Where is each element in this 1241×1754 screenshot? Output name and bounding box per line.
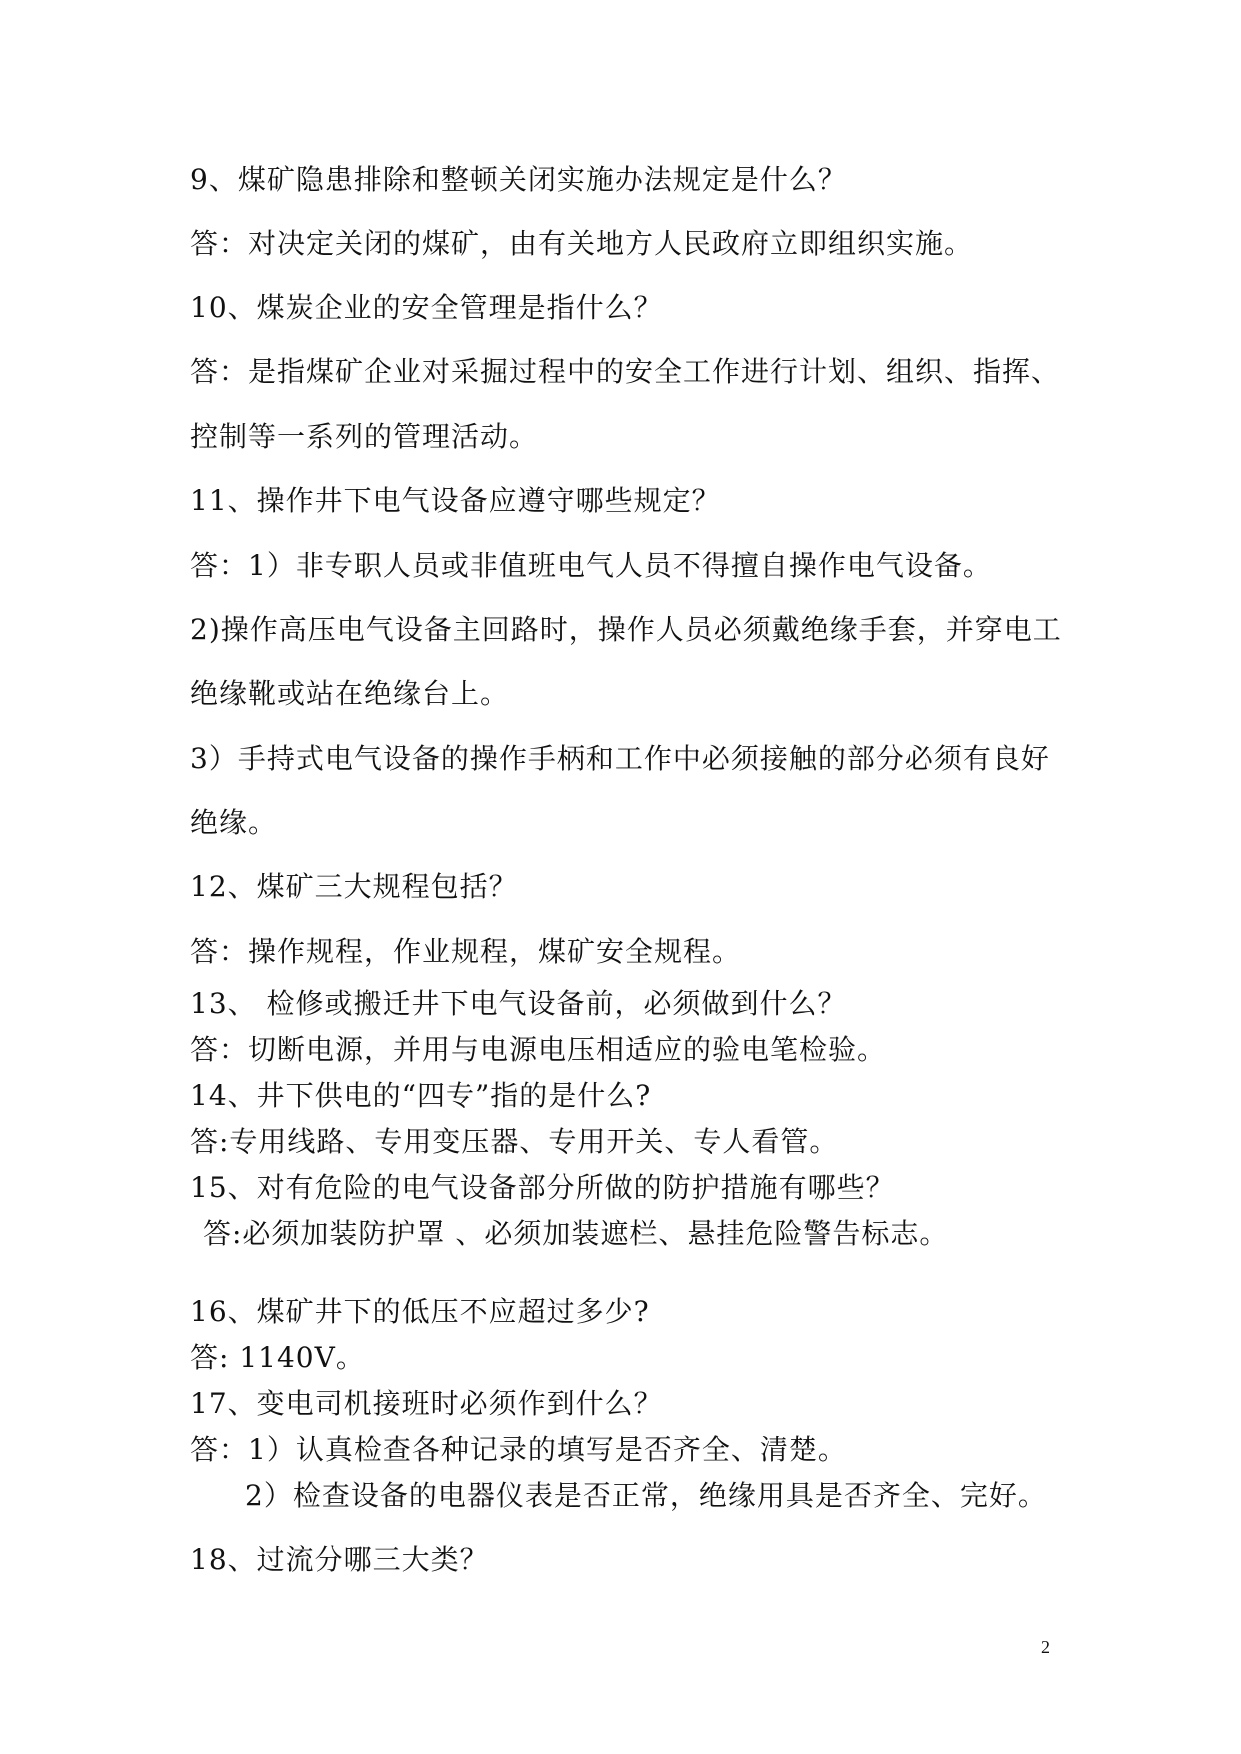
page-number: 2: [1041, 1637, 1050, 1657]
answer-11-item-2-line-1: 2)操作高压电气设备主回路时，操作人员必须戴绝缘手套，并穿电工: [190, 613, 1062, 646]
question-10: 10、煤炭企业的安全管理是指什么？: [190, 291, 663, 324]
answer-17-item-2: 2）检查设备的电器仪表是否正常，绝缘用具是否齐全、完好。: [245, 1479, 1047, 1512]
answer-10-line-1: 答：是指煤矿企业对采掘过程中的安全工作进行计划、组织、指挥、: [190, 355, 1061, 388]
answer-11-item-1: 答：1）非专职人员或非值班电气人员不得擅自操作电气设备。: [190, 549, 992, 582]
question-15: 15、对有危险的电气设备部分所做的防护措施有哪些？: [190, 1171, 895, 1204]
question-12: 12、煤矿三大规程包括？: [190, 870, 518, 903]
answer-14: 答:专用线路、专用变压器、专用开关、专人看管。: [190, 1125, 839, 1158]
answer-13: 答：切断电源，并用与电源电压相适应的验电笔检验。: [190, 1033, 887, 1066]
answer-15: 答:必须加装防护罩 、必须加装遮栏、悬挂危险警告标志。: [203, 1217, 949, 1250]
question-11: 11、操作井下电气设备应遵守哪些规定？: [190, 484, 721, 517]
question-18: 18、过流分哪三大类？: [190, 1543, 489, 1576]
answer-17-item-1: 答：1）认真检查各种记录的填写是否齐全、清楚。: [190, 1433, 847, 1466]
question-9: 9、煤矿隐患排除和整顿关闭实施办法规定是什么？: [190, 163, 847, 196]
answer-11-item-3-line-2: 绝缘。: [190, 806, 278, 839]
answer-16: 答: 1140V。: [190, 1341, 365, 1374]
answer-12: 答：操作规程，作业规程，煤矿安全规程。: [190, 935, 742, 968]
answer-11-item-3-line-1: 3）手持式电气设备的操作手柄和工作中必须接触的部分必须有良好: [190, 742, 1050, 775]
question-16: 16、煤矿井下的低压不应超过多少?: [190, 1295, 650, 1328]
question-13: 13、 检修或搬迁井下电气设备前，必须做到什么？: [190, 987, 847, 1020]
answer-11-item-2-line-2: 绝缘靴或站在绝缘台上。: [190, 677, 510, 710]
question-14: 14、井下供电的“四专”指的是什么?: [190, 1079, 652, 1112]
answer-10-line-2: 控制等一系列的管理活动。: [190, 420, 539, 453]
question-17: 17、变电司机接班时必须作到什么？: [190, 1387, 663, 1420]
answer-9: 答：对决定关闭的煤矿，由有关地方人民政府立即组织实施。: [190, 227, 974, 260]
